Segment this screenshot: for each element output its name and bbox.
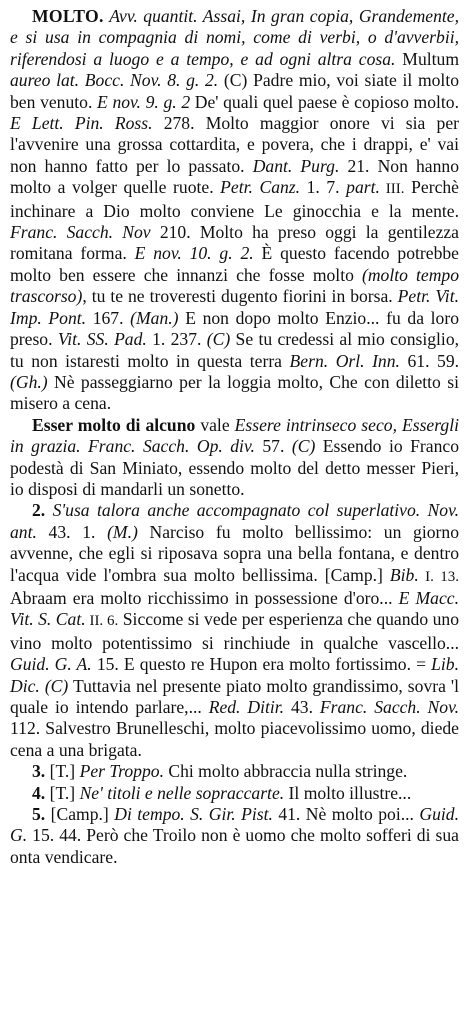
citation-source: E Lett. Pin. Ross. bbox=[10, 113, 153, 134]
citation-roman: III. bbox=[379, 181, 405, 198]
citation-source: Lib. Dic. bbox=[10, 654, 459, 696]
citation-text: Però che Troilo non è uomo che molto sofferi di sua onta vendicare. bbox=[10, 825, 459, 867]
citation-number: 43. bbox=[284, 697, 313, 717]
citation-number: I. 13. bbox=[418, 568, 460, 585]
citation-tag: (M.) bbox=[95, 521, 138, 542]
sense-number: 3. bbox=[32, 761, 46, 782]
citation-number: 15. 44. bbox=[27, 825, 82, 846]
citation-number: 15. bbox=[91, 654, 119, 675]
citation-text: Molto ha preso oggi la gentilezza romitana forma. bbox=[10, 222, 459, 264]
citation-tag: (C) bbox=[218, 70, 248, 91]
citation-source: Bocc. Nov. 8. g. 2. bbox=[79, 70, 219, 91]
citation-number: 1. 7. bbox=[300, 177, 347, 198]
citation-number: 61. 59. bbox=[399, 350, 460, 371]
citation-text: Siccome si vede per esperienza che quando uno vino molto potentissimo si rinchiude in qualche vascello... bbox=[10, 609, 459, 653]
example-text: Chi molto abbraccia nulla stringe. bbox=[163, 761, 408, 782]
citation-number: 41. bbox=[272, 804, 301, 825]
latin-note: aureo lat. bbox=[10, 70, 80, 91]
citation-source: Petr. Canz. bbox=[220, 177, 301, 198]
citation-text: Narciso fu molto bellissimo: un giorno avvenne, che egli si riposava sopra una bella fontana, e dentro l'acqua vide l'ombra sua molto bellissima. bbox=[10, 521, 459, 585]
citation-text: , tu te ne troveresti dugento fiorini in borsa. bbox=[82, 286, 398, 307]
citation-text: E non dopo molto Enzio... fu da loro preso. bbox=[10, 307, 460, 350]
citation-number: 167. bbox=[86, 307, 124, 328]
citation-tag: (C) bbox=[201, 329, 231, 350]
citation-text: Nè molto poi... bbox=[300, 804, 420, 825]
entry-esser-molto bbox=[10, 415, 459, 501]
latin-equivalent: Multum bbox=[395, 48, 459, 69]
citation-source: Franc. Sacch. Op. div. bbox=[80, 436, 255, 457]
citation-source: E nov. 10. g. 2. bbox=[134, 243, 254, 264]
citation-source: Bern. Orl. Inn. bbox=[289, 350, 400, 371]
citation-tag: (C) bbox=[39, 675, 69, 696]
sense-number: 5. bbox=[32, 804, 46, 825]
citation-text: Salvestro Brunelleschi, molto piacevolissimo uomo, diede cena a una brigata. bbox=[10, 718, 459, 760]
definition: Per Troppo. bbox=[75, 761, 164, 782]
citation-number: 112. bbox=[10, 718, 41, 739]
citation-number: II. 6. bbox=[85, 613, 119, 630]
citation-source: Vit. SS. Pad. bbox=[57, 329, 147, 350]
entry-molto-main bbox=[10, 6, 459, 415]
entry-sense-4 bbox=[10, 783, 459, 804]
citation-text: Perchè inchinare a Dio molto conviene Le ginocchia e la mente. bbox=[10, 177, 459, 221]
citation-number: 1. 237. bbox=[146, 329, 202, 350]
citation-tag: [Camp.] bbox=[317, 564, 383, 585]
sense-tag: [T.] bbox=[45, 761, 76, 782]
citation-source: E Macc. Vit. S. Cat. bbox=[10, 587, 459, 630]
definition: Avv. quantit. Assai, In gran copia, Grandemente, e si usa in compagnia di nomi, come di verbi, o d'avverbii, riferendosi a luogo e a tempo, e ad ogni altra cosa. bbox=[10, 6, 459, 69]
definition: Essere intrinseco seco, Essergli in grazia. bbox=[10, 414, 459, 457]
phrase-headword: Esser molto di alcuno bbox=[32, 414, 196, 435]
citation-source: Guid. G. bbox=[10, 804, 459, 846]
citation-source: Franc. Sacch. Nov bbox=[10, 222, 151, 243]
sense-tag: [Camp.] bbox=[45, 804, 109, 825]
headword: MOLTO. bbox=[32, 6, 104, 26]
citation-text: Non hanno molto a volger quelle ruote. bbox=[10, 155, 460, 198]
citation-source: Dant. Purg. bbox=[252, 155, 340, 176]
citation-part: part. bbox=[346, 177, 380, 198]
citation-text: E questo re Hupon era molto fortissimo. = bbox=[118, 654, 432, 675]
citation-source: Nov. ant. bbox=[10, 500, 459, 542]
example-text: Il molto illustre... bbox=[284, 782, 412, 803]
entry-sense-3 bbox=[10, 761, 459, 782]
citation-source: Franc. Sacch. Nov. bbox=[312, 697, 459, 717]
citation-number: 210. bbox=[150, 222, 191, 243]
gloss: (molto tempo trascorso) bbox=[10, 264, 459, 307]
citation-text: Tuttavia nel presente piato molto grandissimo, sovra 'l quale io intendo parlare,... bbox=[10, 675, 459, 717]
sense-tag: [T.] bbox=[45, 782, 76, 803]
definition: S'usa talora anche accompagnato col superlativo. bbox=[45, 500, 421, 521]
citation-text: Abraam era molto ricchissimo in possessione d'oro... bbox=[10, 587, 399, 608]
citation-source: Bib. bbox=[382, 564, 419, 585]
citation-text: Nè passeggiarno per la loggia molto, Che con diletto si misero a cena. bbox=[10, 371, 459, 414]
definition: Ne' titoli e nelle sopraccarte. bbox=[75, 782, 285, 803]
citation-text: Essendo io Franco podestà di San Miniato, essendo molto del detto messer Pieri, io disposi di mandarli un sonetto. bbox=[10, 436, 459, 499]
entry-sense-2 bbox=[10, 500, 459, 761]
citation-text: Padre mio, voi siate il molto ben venuto. bbox=[10, 70, 459, 112]
citation-tag: (Gh.) bbox=[10, 371, 48, 392]
citation-source: Guid. G. A. bbox=[10, 654, 92, 675]
citation-source: Petr. Vit. Imp. Pont. bbox=[10, 286, 459, 328]
citation-number: 43. 1. bbox=[36, 521, 96, 542]
citation-number: 278. bbox=[152, 113, 195, 134]
sense-number: 4. bbox=[32, 782, 46, 803]
citation-number: 21. bbox=[339, 155, 370, 176]
citation-source: Red. Ditir. bbox=[208, 697, 285, 717]
citation-number: 57. bbox=[254, 436, 285, 457]
vale-word: vale bbox=[195, 414, 235, 435]
citation-source: S. Gir. Pist. bbox=[184, 804, 273, 825]
definition: Di tempo. bbox=[108, 804, 185, 825]
citation-text: È questo facendo potrebbe molto ben essere che innanzi che fosse molto bbox=[10, 243, 459, 285]
citation-text: Molto maggior onore vi sia per l'avvenire una grossa cottardita, e povera, che i drappi, e' vai non hanno fatto per lo passato. bbox=[10, 113, 460, 176]
citation-source: E nov. 9. g. 2 bbox=[97, 91, 191, 112]
entry-sense-5 bbox=[10, 804, 459, 868]
citation-text: Se tu credessi al mio consiglio, tu non istaresti molto in questa terra bbox=[10, 329, 460, 371]
citation-text: De' quali quel paese è copioso molto. bbox=[190, 91, 460, 112]
citation-tag: (Man.) bbox=[123, 307, 179, 328]
citation-tag: (C) bbox=[284, 436, 316, 457]
sense-number: 2. bbox=[32, 500, 46, 521]
